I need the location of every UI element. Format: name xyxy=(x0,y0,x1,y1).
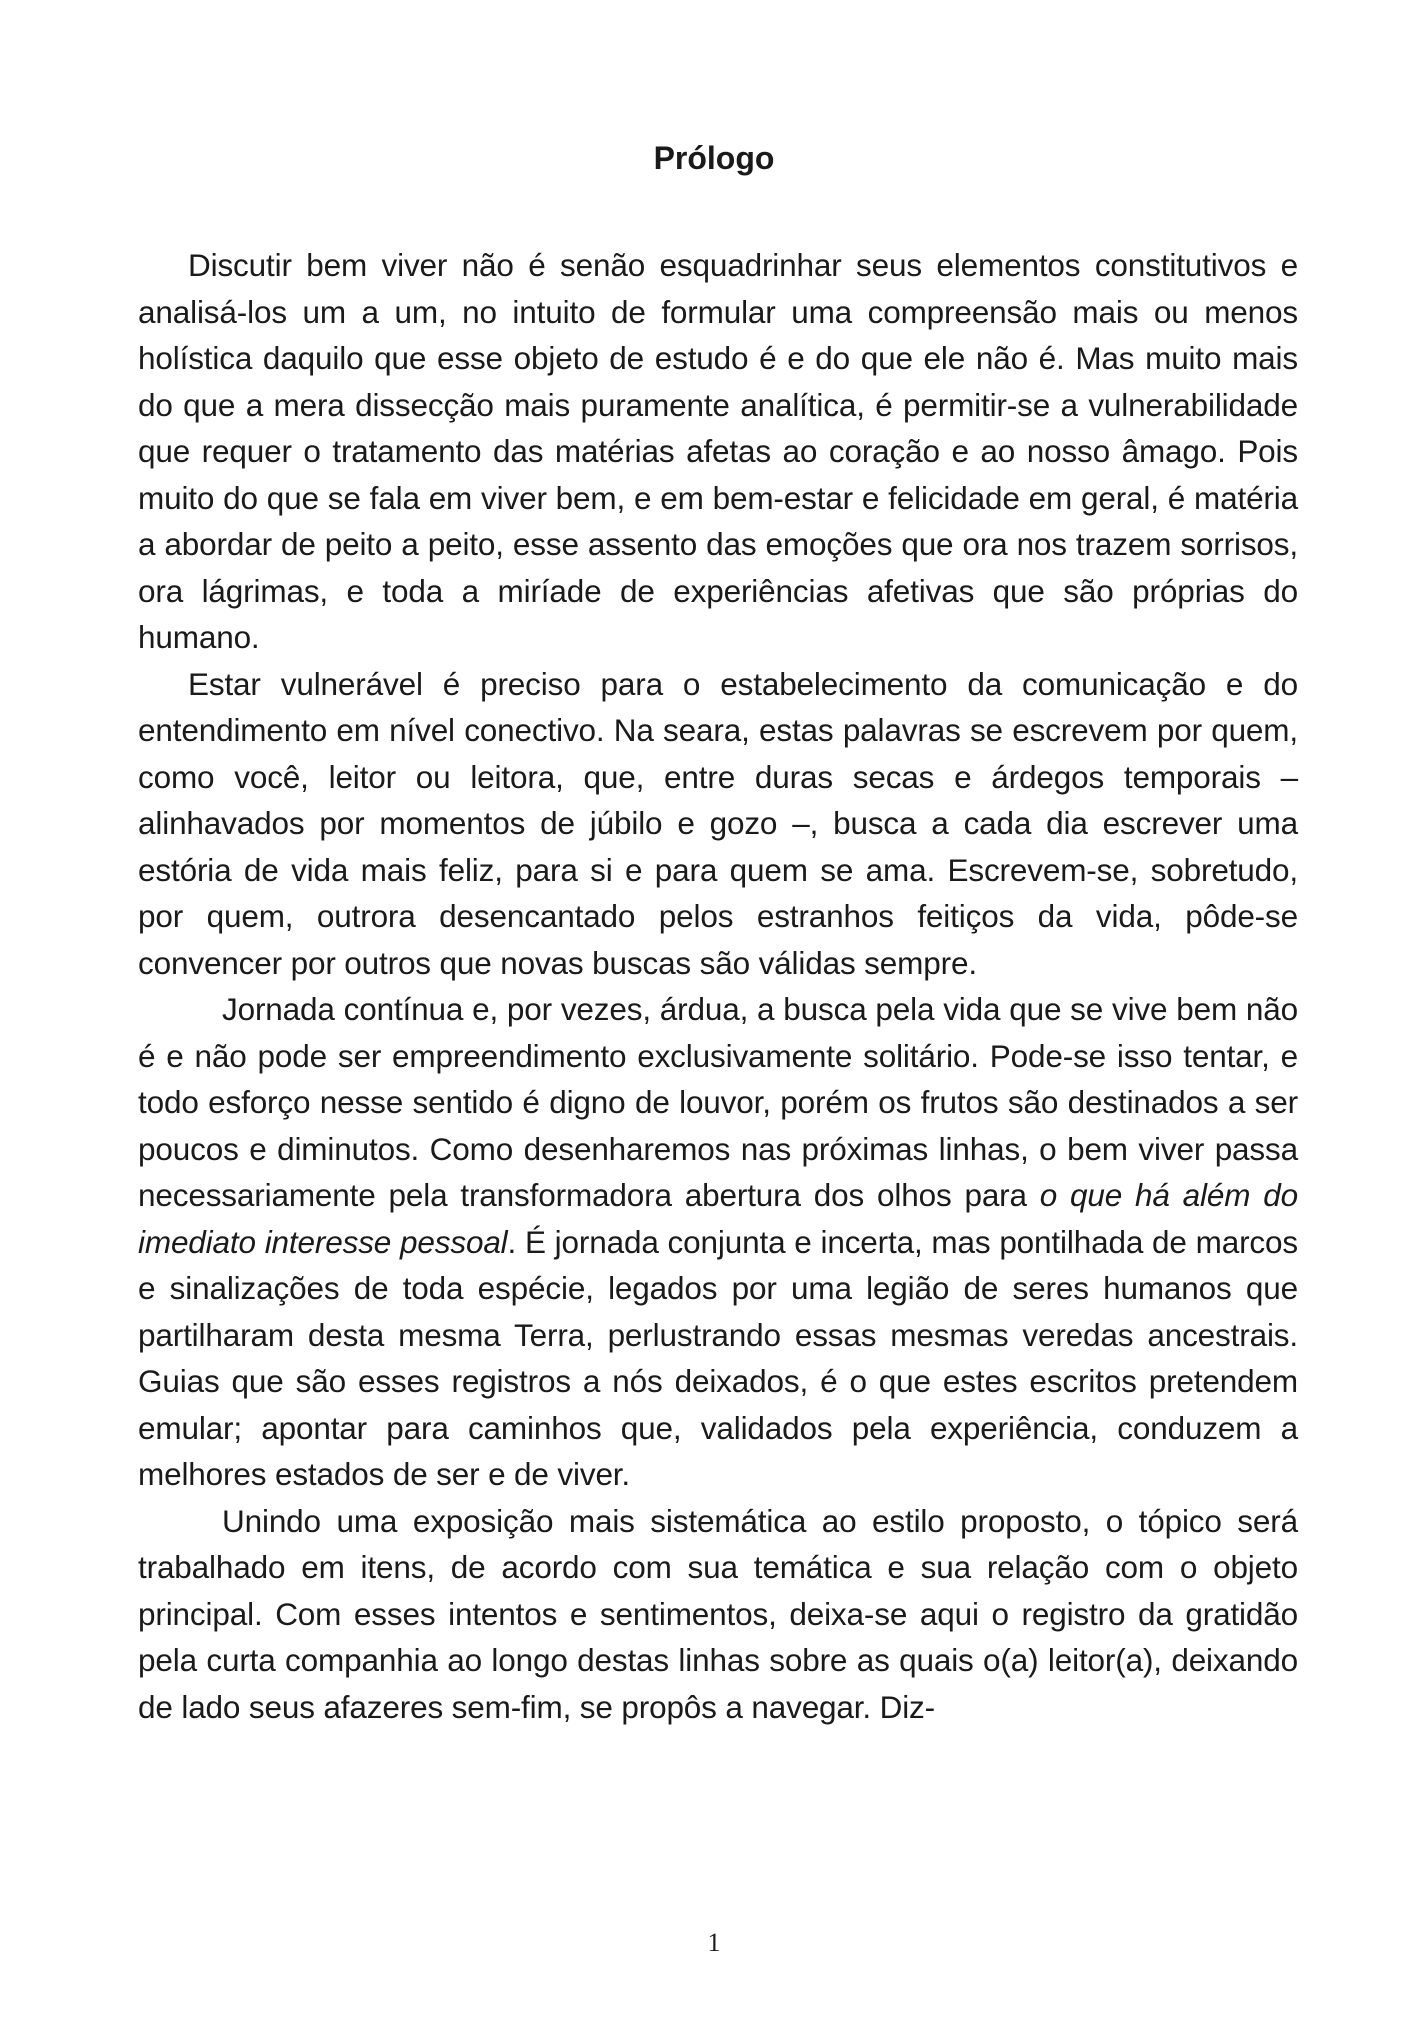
paragraph-3-part-2: . É jornada conjunta e incerta, mas pontilhada de marcos e sinalizações de toda espécie, legados por uma legião de seres humanos que partilharam desta mesma Terra, perlustrando essas mesmas veredas ancestrais. Guias que são esses registros a nós deixados, é o que estes escritos pretendem emular; apontar para caminhos que, validados pela experiência, conduzem a melhores estados de ser e de viver. xyxy=(138,1223,1298,1492)
paragraph-4: Unindo uma exposição mais sistemática ao estilo proposto, o tópico será trabalhado em itens, de acordo com sua temática e sua relação com o objeto principal. Com esses intentos e sentimentos, deixa-se aqui o registro da gratidão pela curta companhia ao longo destas linhas sobre as quais o(a) leitor(a), deixando de lado seus afazeres sem-fim, se propôs a navegar. Diz- xyxy=(138,1502,1298,1725)
paragraph-1: Discutir bem viver não é senão esquadrinhar seus elementos constitutivos e analisá-los um a um, no intuito de formular uma compreensão mais ou menos holística daquilo que esse objeto de estudo é e do que ele não é. Mas muito mais do que a mera dissecção mais puramente analítica, é permitir-se a vulnerabilidade que requer o tratamento das matérias afetas ao coração e ao nosso âmago. Pois muito do que se fala em viver bem, e em bem-estar e felicidade em geral, é matéria a abordar de peito a peito, esse assento das emoções que ora nos trazem sorrisos, ora lágrimas, e toda a miríade de experiências afetivas que são próprias do humano. xyxy=(138,247,1298,655)
paragraph-3-italic-phrase: o que há além do imediato interesse pessoal xyxy=(138,1177,1298,1260)
page-title: Prólogo xyxy=(653,140,775,176)
paragraph-3-part-1: Jornada contínua e, por vezes, árdua, a busca pela vida que se vive bem não é e não pode ser empreendimento exclusivamente solitário. Pode-se isso tentar, e todo esforço nesse sentido é digno de louvor, porém os frutos são destinados a ser poucos e diminutos. Como desenharemos nas próximas linhas, o bem viver passa necessariamente pela transformadora abertura dos olhos para xyxy=(138,991,1298,1213)
paragraph-3 xyxy=(138,986,1298,1498)
paragraph-2: Estar vulnerável é preciso para o estabelecimento da comunicação e do entendimento em nível conectivo. Na seara, estas palavras se escrevem por quem, como você, leitor ou leitora, que, entre duras secas e árdegos temporais – alinhavados por momentos de júbilo e gozo –, busca a cada dia escrever uma estória de vida mais feliz, para si e para quem se ama. Escrevem-se, sobretudo, por quem, outrora desencantado pelos estranhos feitiços da vida, pôde-se convencer por outros que novas buscas são válidas sempre. xyxy=(138,665,1298,981)
body-text xyxy=(138,242,1298,1730)
page-number: 1 xyxy=(707,1928,721,1957)
